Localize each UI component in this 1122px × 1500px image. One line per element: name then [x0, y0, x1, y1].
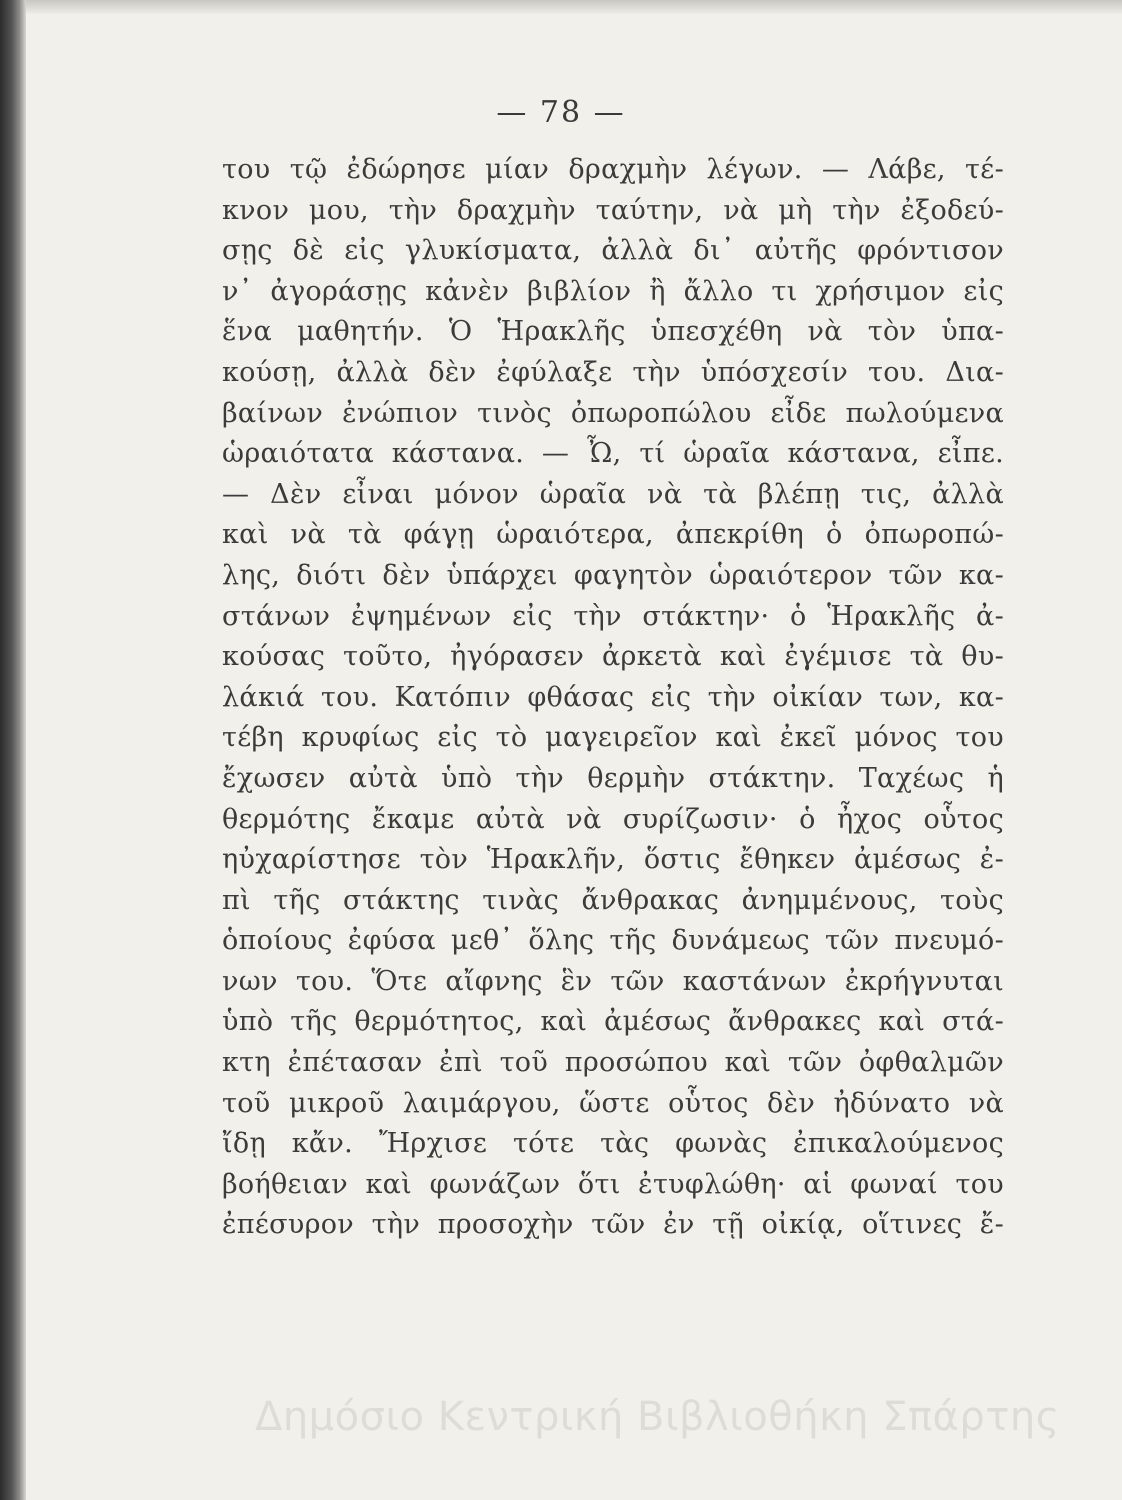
text-line: θερμότης ἔκαμε αὐτὰ νὰ συρίζωσιν· ὁ ἦχος οὗτος [222, 803, 1004, 835]
text-line: ν᾽ ἀγοράσῃς κἀνὲν βιβλίον ἢ ἄλλο τι χρήσιμον εἰς [222, 275, 1004, 307]
text-line: νων του. Ὅτε αἴφνης ἓν τῶν καστάνων ἐκρήγνυται [222, 965, 1004, 997]
scan-edge-shadow [0, 0, 26, 1500]
page-number: — 78 — [496, 95, 626, 130]
text-line: του τῷ ἐδώρησε μίαν δραχμὴν λέγων. — Λάβε, τέ- [222, 154, 1004, 185]
text-line: βοήθειαν καὶ φωνάζων ὅτι ἐτυφλώθη· αἱ φωναί του [222, 1168, 1004, 1200]
text-line: ηὐχαρίστησε τὸν Ἡρακλῆν, ὅστις ἔθηκεν ἀμέσως ἐ- [222, 844, 1004, 876]
library-watermark: Δημόσιο Κεντρική Βιβλιοθήκη Σπάρτης [255, 1394, 1060, 1440]
text-line: τοῦ μικροῦ λαιμάργου, ὥστε οὗτος δὲν ἠδύνατο νὰ [222, 1087, 1004, 1119]
text-line: λης, διότι δὲν ὑπάρχει φαγητὸν ὡραιότερον τῶν κα- [222, 559, 1004, 591]
text-line: καὶ νὰ τὰ φάγῃ ὡραιότερα, ἀπεκρίθη ὁ ὀπωροπώ- [222, 519, 1004, 551]
text-line: κούσας τοῦτο, ἠγόρασεν ἀρκετὰ καὶ ἐγέμισε τὰ θυ- [222, 641, 1004, 673]
text-line: στάνων ἐψημένων εἰς τὴν στάκτην· ὁ Ἡρακλῆς ἀ- [222, 600, 1004, 632]
text-line: ἐπέσυρον τὴν προσοχὴν τῶν ἐν τῇ οἰκίᾳ, οἵτινες ἔ- [222, 1209, 1004, 1241]
text-line: — Δὲν εἶναι μόνον ὡραῖα νὰ τὰ βλέπῃ τις, ἀλλὰ [222, 478, 1004, 510]
text-line: πὶ τῆς στάκτης τινὰς ἄνθρακας ἀνημμένους, τοὺς [222, 884, 1004, 916]
body-text [222, 150, 1004, 1246]
text-line: κούσῃ, ἀλλὰ δὲν ἐφύλαξε τὴν ὑπόσχεσίν του. Δια- [222, 356, 1004, 388]
scan-top-shadow [26, 0, 1122, 14]
text-line: ὁποίους ἐφύσα μεθ᾽ ὅλης τῆς δυνάμεως τῶν πνευμό- [222, 925, 1004, 957]
text-line: τέβη κρυφίως εἰς τὸ μαγειρεῖον καὶ ἐκεῖ μόνος του [222, 722, 1004, 754]
text-line: ὡραιότατα κάστανα. — Ὦ, τί ὡραῖα κάστανα, εἶπε. [222, 438, 1004, 470]
text-line: βαίνων ἐνώπιον τινὸς ὀπωροπώλου εἶδε πωλούμενα [222, 397, 1004, 429]
text-line: λάκιά του. Κατόπιν φθάσας εἰς τὴν οἰκίαν των, κα- [222, 681, 1004, 713]
text-line: ὑπὸ τῆς θερμότητος, καὶ ἀμέσως ἄνθρακες καὶ στά- [222, 1006, 1004, 1038]
text-line: κτη ἐπέτασαν ἐπὶ τοῦ προσώπου καὶ τῶν ὀφθαλμῶν [222, 1047, 1004, 1079]
text-line: σῃς δὲ εἰς γλυκίσματα, ἀλλὰ δι᾽ αὐτῆς φρόντισον [222, 235, 1004, 267]
text-line: ἕνα μαθητήν. Ὁ Ἡρακλῆς ὑπεσχέθη νὰ τὸν ὑπα- [222, 316, 1004, 348]
text-line: κνον μου, τὴν δραχμὴν ταύτην, νὰ μὴ τὴν ἐξοδεύ- [222, 194, 1004, 226]
text-line: ἔχωσεν αὐτὰ ὑπὸ τὴν θερμὴν στάκτην. Ταχέως ἡ [222, 762, 1004, 794]
text-line: ἴδῃ κἄν. Ἤρχισε τότε τὰς φωνὰς ἐπικαλούμενος [222, 1128, 1004, 1160]
